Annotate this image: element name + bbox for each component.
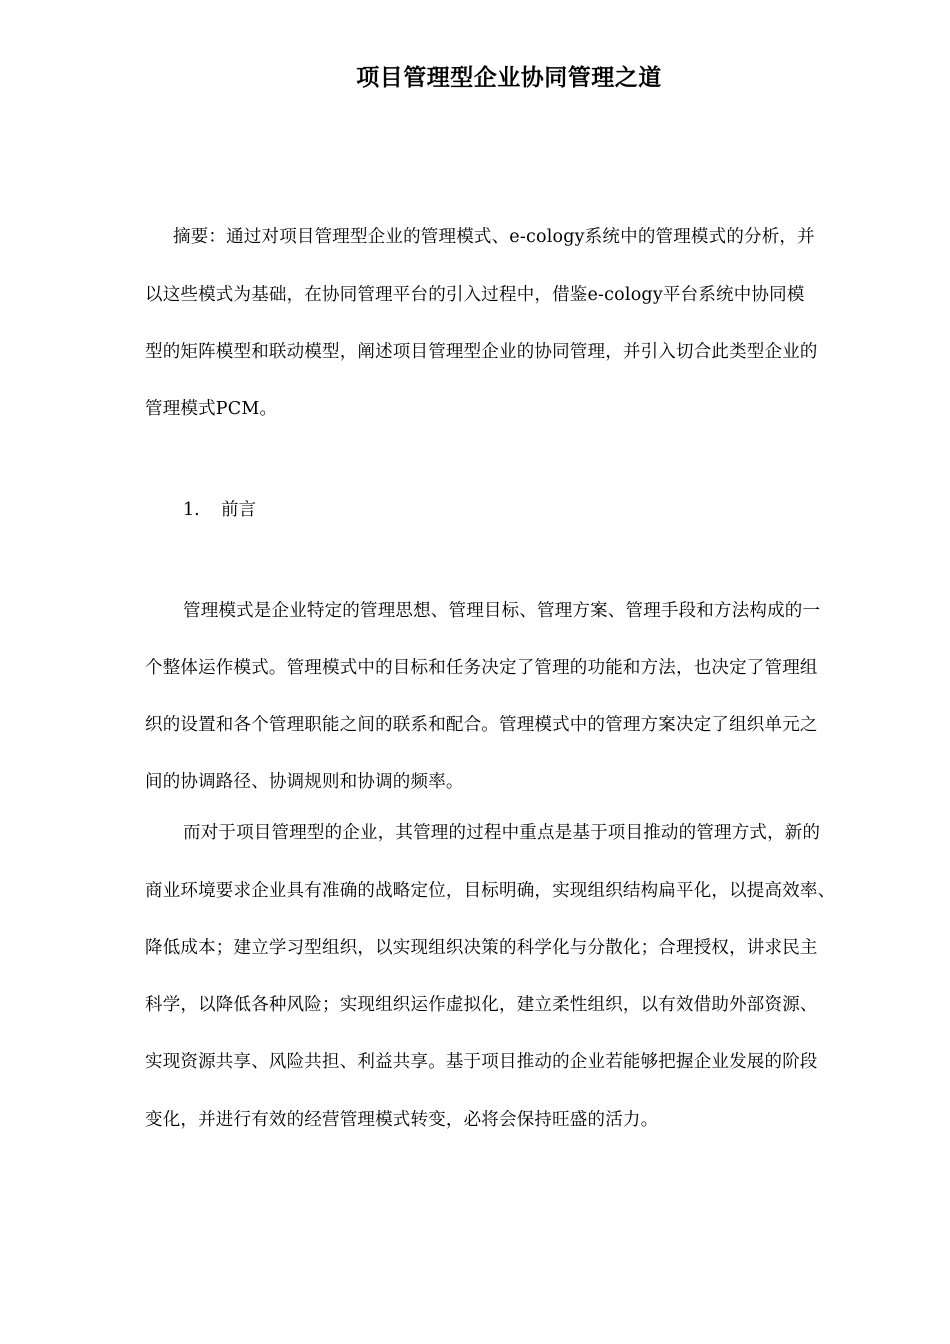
document-title: 项目管理型企业协同管理之道 <box>356 65 662 91</box>
abstract-line: 型的矩阵模型和联动模型，阐述项目管理型企业的协同管理，并引入切合此类型企业的 <box>145 342 818 362</box>
paragraph-line: 科学，以降低各种风险；实现组织运作虚拟化，建立柔性组织，以有效借助外部资源、 <box>145 995 818 1015</box>
paragraph-line: 商业环境要求企业具有准确的战略定位，目标明确，实现组织结构扁平化，以提高效率、 <box>145 881 836 901</box>
paragraph-line: 变化，并进行有效的经营管理模式转变，必将会保持旺盛的活力。 <box>145 1110 659 1130</box>
abstract-line: 以这些模式为基础，在协同管理平台的引入过程中，借鉴e-cology平台系统中协同模 <box>145 285 805 305</box>
paragraph-line: 而对于项目管理型的企业，其管理的过程中重点是基于项目推动的管理方式，新的 <box>183 823 821 843</box>
abstract-line: 摘要：通过对项目管理型企业的管理模式、e-cology系统中的管理模式的分析，并 <box>173 227 815 247</box>
paragraph-line: 实现资源共享、风险共担、利益共享。基于项目推动的企业若能够把握企业发展的阶段 <box>145 1052 818 1072</box>
abstract-line: 管理模式PCM。 <box>145 399 278 419</box>
paragraph-line: 降低成本；建立学习型组织，以实现组织决策的科学化与分散化；合理授权，讲求民主 <box>145 938 818 958</box>
paragraph-line: 织的设置和各个管理职能之间的联系和配合。管理模式中的管理方案决定了组织单元之 <box>145 715 818 735</box>
paragraph-line: 个整体运作模式。管理模式中的目标和任务决定了管理的功能和方法，也决定了管理组 <box>145 658 818 678</box>
paragraph-line: 间的协调路径、协调规则和协调的频率。 <box>145 772 464 792</box>
section-heading <box>183 498 256 522</box>
section-heading-text: 前言 <box>221 500 256 520</box>
paragraph-line: 管理模式是企业特定的管理思想、管理目标、管理方案、管理手段和方法构成的一 <box>183 601 821 621</box>
section-number: 1. <box>183 500 200 520</box>
